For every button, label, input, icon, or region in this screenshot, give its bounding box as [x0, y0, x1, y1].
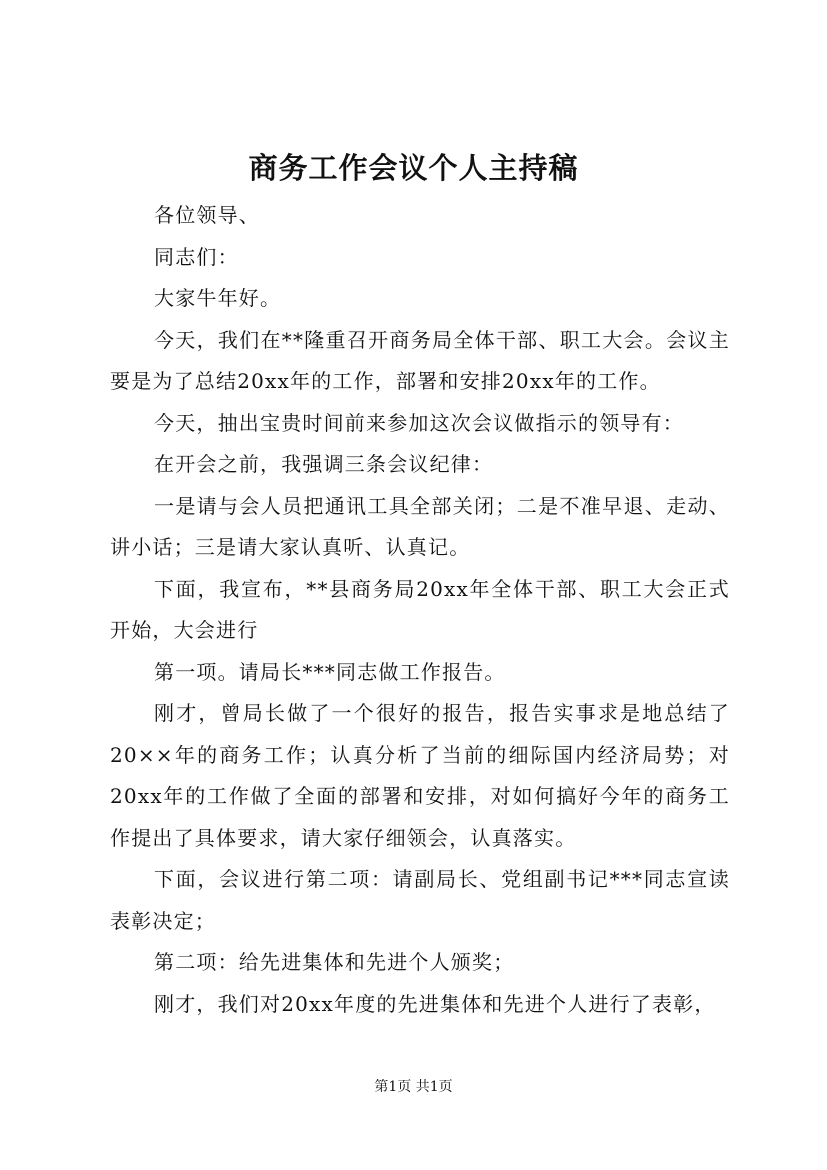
paragraph: 下面，我宣布，**县商务局20xx年全体干部、职工大会正式开始，大会进行	[110, 576, 730, 642]
paragraph: 刚才，我们对20xx年度的先进集体和先进个人进行了表彰，	[154, 991, 716, 1016]
paragraph: 一是请与会人员把通讯工具全部关闭；二是不准早退、走动、讲小话；三是请大家认真听、认真记。	[110, 493, 730, 559]
page-title: 商务工作会议个人主持稿	[248, 151, 579, 185]
document-body	[110, 195, 730, 1025]
paragraph: 刚才，曾局长做了一个很好的报告，报告实事求是地总结了20××年的商务工作；认真分析了当前的细际国内经济局势；对20xx年的工作做了全面的部署和安排，对如何搞好今年的商务工作提出了具体要求，请大家仔细领会，认真落实。	[110, 701, 730, 850]
paragraph: 大家牛年好。	[154, 286, 282, 310]
paragraph: 第二项：给先进集体和先进个人颁奖；	[154, 950, 515, 974]
paragraph: 下面，会议进行第二项：请副局长、党组副书记***同志宣读表彰决定；	[110, 867, 730, 933]
paragraph: 今天，抽出宝贵时间前来参加这次会议做指示的领导有：	[154, 410, 684, 435]
paragraph: 同志们：	[154, 244, 239, 269]
paragraph: 各位领导、	[154, 203, 260, 227]
paragraph: 第一项。请局长***同志做工作报告。	[154, 659, 506, 684]
paragraph: 在开会之前，我强调三条会议纪律：	[154, 452, 494, 476]
page-footer: 第1页 共1页	[374, 1079, 453, 1095]
paragraph: 今天，我们在**隆重召开商务局全体干部、职工大会。会议主要是为了总结20xx年的工作，部署和安排20xx年的工作。	[110, 327, 730, 393]
